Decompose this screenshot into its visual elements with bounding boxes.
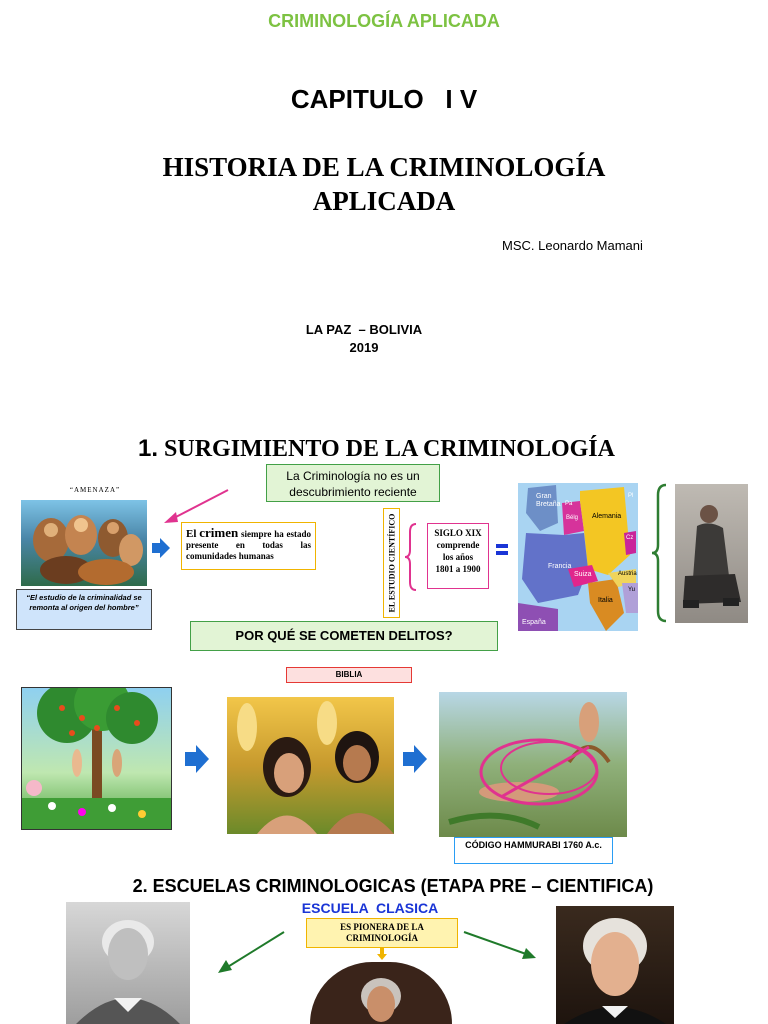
map-label-nl: Pa — [565, 501, 573, 507]
map-label-it: Italia — [598, 597, 613, 604]
map-label-es: España — [522, 619, 546, 626]
scientific-study-label: EL ESTUDIO CIENTÍFICO — [387, 513, 396, 613]
arrow-right-icon — [152, 538, 170, 558]
arrow-right-icon — [462, 930, 538, 960]
map-label-cz: Cz — [626, 535, 634, 541]
arrow-down-icon — [377, 948, 387, 960]
bracket-icon — [404, 522, 420, 592]
course-title: CRIMINOLOGÍA APLICADA — [268, 11, 500, 31]
brace-icon — [650, 483, 668, 623]
section1-heading — [138, 435, 615, 463]
pointer-arrow-icon — [160, 486, 232, 526]
europe-map — [518, 483, 638, 631]
section1-number: 1. — [138, 435, 159, 462]
author: MSC. Leonardo Mamani — [502, 238, 643, 253]
year: 2019 — [349, 340, 379, 355]
map-label-yu: Yu — [628, 587, 636, 593]
document-title-line2: APLICADA — [312, 186, 456, 216]
adam-and-eve-image — [227, 697, 394, 834]
bible-label: BIBLIA — [286, 667, 412, 683]
school-label: ESCUELA CLASICA — [301, 900, 439, 916]
map-label-gb: Gran Bretaña — [536, 493, 561, 508]
crime-rest: siempre ha estado presente en todas las comunidades humanas — [186, 529, 312, 561]
map-label-ch: Suiza — [574, 571, 592, 578]
portrait-left-image — [66, 902, 190, 1024]
hammurabi-box: CÓDIGO HAMMURABI 1760 A.c. — [454, 837, 613, 864]
map-label-de: Alemania — [592, 513, 622, 520]
place: LA PAZ – BOLIVIA — [305, 322, 423, 337]
map-label-be: Bélg — [566, 515, 579, 521]
equals-icon — [496, 544, 508, 556]
arrow-right-icon — [185, 745, 209, 773]
map-label-fr: Francia — [548, 563, 572, 570]
century-box: SIGLO XIX comprende los años 1801 a 1900 — [427, 523, 489, 589]
homeless-man-image — [675, 484, 748, 623]
document-title-line1: HISTORIA DE LA CRIMINOLOGÍA — [162, 152, 606, 182]
section1-heading-text: SURGIMIENTO DE LA CRIMINOLOGÍA — [164, 436, 615, 462]
caveman-family-image — [21, 500, 147, 586]
scientific-study-box — [383, 508, 400, 618]
map-label-pl: Pl — [628, 493, 634, 499]
why-crimes-box: POR QUÉ SE COMETEN DELITOS? — [190, 621, 498, 651]
not-recent-box: La Criminología no es un descubrimiento reciente — [266, 464, 440, 502]
section2-heading: 2. ESCUELAS CRIMINOLOGICAS (ETAPA PRE – CIENTIFICA) — [132, 876, 654, 896]
portrait-right-image — [556, 906, 674, 1024]
amenaza-label: “AMENAZA” — [69, 486, 121, 494]
pioneer-box: ES PIONERA DE LA CRIMINOLOGÍA — [306, 918, 458, 948]
portrait-center-image — [310, 962, 452, 1024]
cain-and-abel-image — [439, 692, 627, 837]
crime-prefix: El — [186, 528, 197, 540]
arrow-right-icon — [403, 745, 427, 773]
crime-box — [181, 522, 316, 570]
arrow-left-icon — [214, 930, 286, 974]
crime-word: crimen — [199, 525, 239, 540]
chapter-title: CAPITULO I V — [290, 84, 478, 114]
garden-of-eden-image — [21, 687, 172, 830]
origin-quote-box: “El estudio de la criminalidad se remonta al origen del hombre” — [16, 589, 152, 630]
map-label-at: Austria — [618, 571, 637, 577]
